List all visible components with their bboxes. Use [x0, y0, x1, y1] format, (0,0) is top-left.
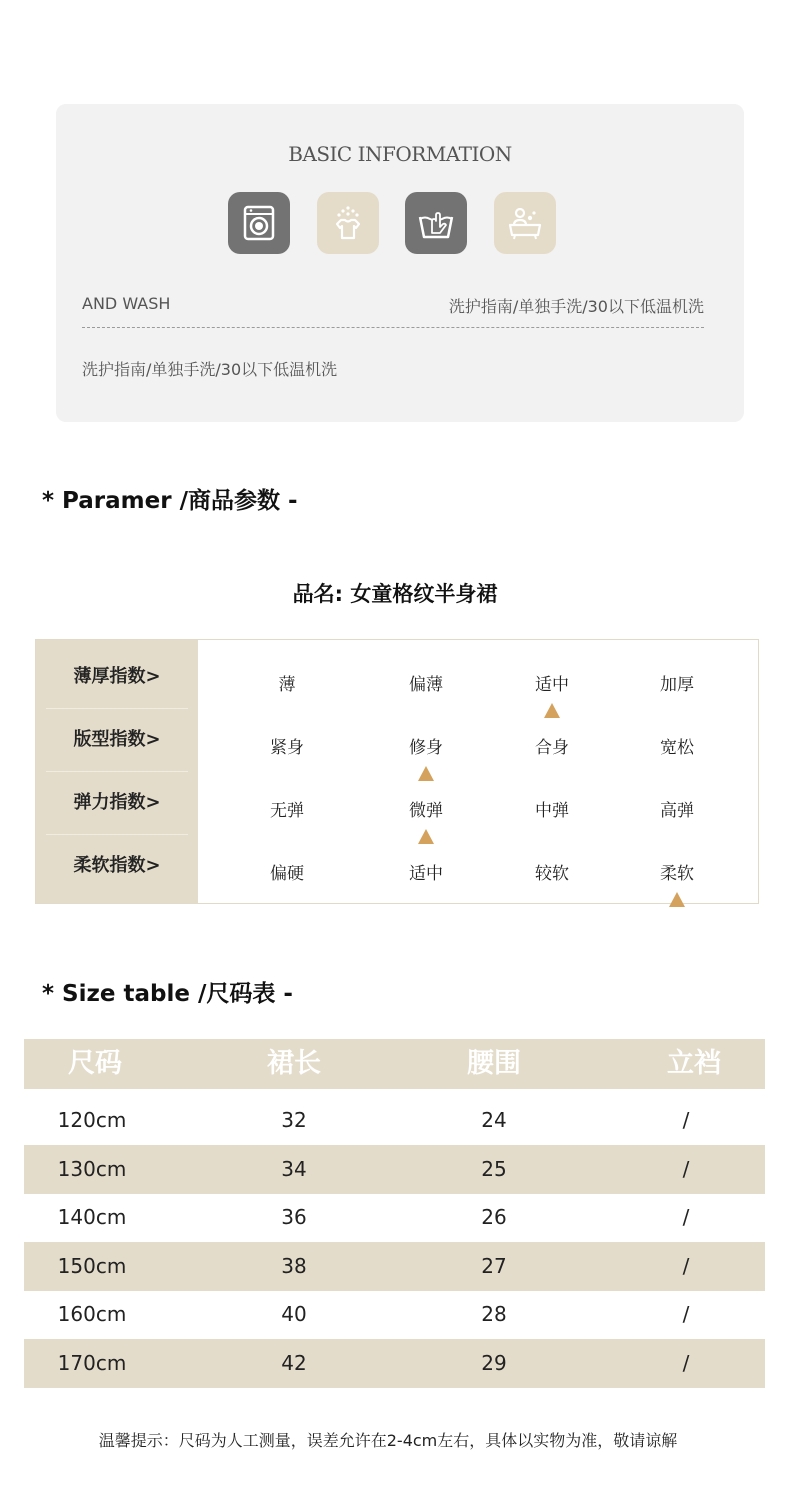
table-cell: / [682, 1156, 690, 1181]
table-cell: 34 [281, 1156, 307, 1181]
care-title: BASIC INFORMATION [288, 142, 512, 166]
param-option: 高弹 [660, 801, 694, 821]
param-option: 较软 [535, 864, 569, 884]
table-cell: 140cm [57, 1205, 127, 1230]
care-left-label: AND WASH [82, 294, 171, 313]
table-row [24, 1242, 765, 1291]
param-option: 微弹 [409, 801, 443, 821]
param-option: 无弹 [270, 801, 304, 821]
table-cell: 36 [281, 1205, 307, 1230]
param-option: 中弹 [535, 801, 569, 821]
size-section-heading: * Size table /尺码表 - [42, 981, 293, 1007]
hand-wash-icon [405, 192, 467, 254]
param-option: 适中 [409, 864, 443, 884]
table-cell: / [682, 1351, 690, 1375]
table-cell: 29 [481, 1351, 507, 1375]
table-cell: 38 [281, 1253, 307, 1278]
table-row [24, 1193, 765, 1242]
param-row [36, 708, 758, 771]
table-cell: 32 [281, 1108, 307, 1132]
param-option: 宽松 [660, 738, 694, 758]
care-right-text: 洗护指南/单独手洗/30以下低温机洗 [448, 297, 704, 316]
table-cell: / [682, 1108, 690, 1132]
size-header-waist: 腰围 [467, 1048, 521, 1079]
param-option: 加厚 [660, 675, 694, 695]
table-row [24, 1339, 765, 1388]
table-cell: 160cm [57, 1302, 127, 1327]
table-cell: 26 [481, 1205, 507, 1230]
param-option: 紧身 [270, 738, 304, 758]
param-label: 薄厚指数> [73, 666, 161, 687]
table-cell: 120cm [57, 1108, 127, 1132]
row-separator [46, 834, 188, 835]
table-cell: 28 [481, 1302, 507, 1327]
param-option: 薄 [278, 675, 296, 695]
table-cell: 170cm [57, 1351, 127, 1375]
size-header-size: 尺码 [68, 1048, 122, 1079]
param-option: 修身 [409, 738, 443, 758]
row-separator [46, 771, 188, 772]
table-cell: 40 [281, 1302, 307, 1327]
param-row [36, 771, 758, 834]
table-row [24, 1290, 765, 1339]
table-cell: 24 [481, 1108, 507, 1132]
care-note: 洗护指南/单独手洗/30以下低温机洗 [82, 360, 338, 379]
dashed-divider [82, 327, 704, 328]
param-option: 柔软 [660, 864, 694, 884]
table-cell: 42 [281, 1351, 307, 1375]
table-cell: / [682, 1253, 690, 1278]
table-row [24, 1145, 765, 1194]
table-cell: 25 [481, 1156, 507, 1181]
size-header-rise: 立裆 [667, 1048, 721, 1079]
size-header-length: 裙长 [267, 1048, 321, 1079]
row-separator [46, 708, 188, 709]
product-name: 品名: 女童格纹半身裙 [292, 582, 498, 606]
shirt-spray-icon [317, 192, 379, 254]
table-row [24, 1096, 765, 1145]
table-cell: / [682, 1205, 690, 1230]
care-info-card [56, 104, 744, 422]
table-cell: 130cm [57, 1156, 127, 1181]
param-option: 适中 [535, 675, 569, 695]
bath-icon [494, 192, 556, 254]
table-cell: 150cm [57, 1253, 127, 1278]
param-label: 柔软指数> [73, 855, 161, 876]
table-cell: / [682, 1302, 690, 1327]
footnote: 温馨提示：尺码为人工测量，误差允许在2-4cm左右，具体以实物为准，敬请谅解 [98, 1431, 678, 1450]
param-table [35, 639, 759, 904]
param-section-heading: * Paramer /商品参数 - [42, 488, 298, 514]
param-row [36, 834, 758, 897]
param-option: 合身 [535, 738, 569, 758]
param-row [36, 645, 758, 708]
washing-machine-icon [228, 192, 290, 254]
param-label: 版型指数> [73, 729, 161, 750]
param-option: 偏硬 [270, 864, 304, 884]
param-label: 弹力指数> [73, 792, 161, 813]
size-table-header [24, 1039, 765, 1089]
selected-marker-icon [669, 892, 685, 907]
param-option: 偏薄 [409, 675, 443, 695]
table-cell: 27 [481, 1253, 507, 1278]
